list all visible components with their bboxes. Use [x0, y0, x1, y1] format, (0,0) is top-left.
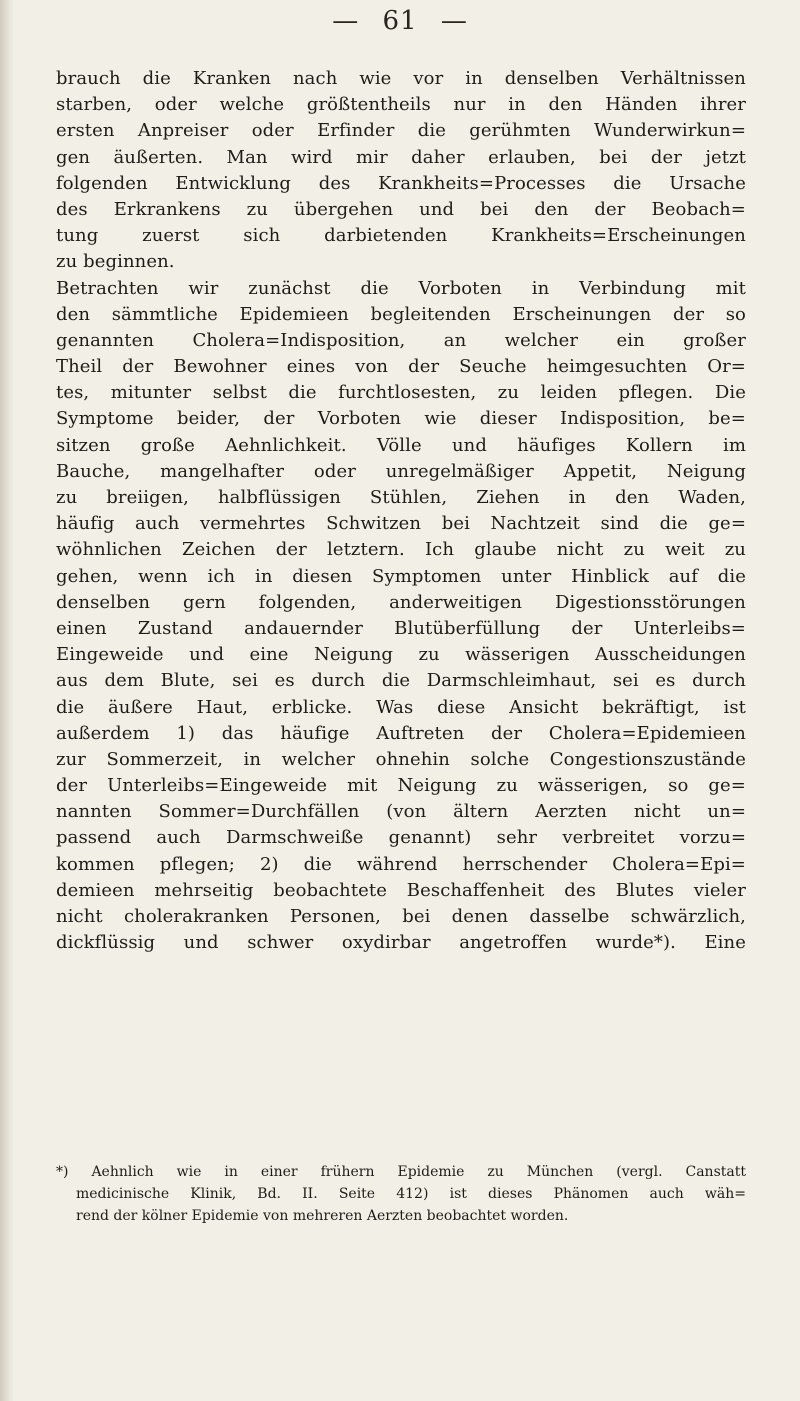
body-text [56, 66, 746, 956]
body-line: Symptome beider, der Vorboten wie dieser Indisposition, be= [56, 408, 746, 430]
body-line: zur Sommerzeit, in welcher ohnehin solche Congestionszustände [56, 748, 746, 770]
body-line: folgenden Entwicklung des Krankheits=Processes die Ursache [56, 172, 746, 194]
body-line: demieen mehrseitig beobachtete Beschaffenheit des Blutes vieler [56, 879, 746, 901]
body-line: tung zuerst sich darbietenden Krankheits=Erscheinungen [56, 225, 746, 247]
page-header [0, 6, 800, 36]
page-number-dash-left: — [332, 6, 360, 36]
body-line: die äußere Haut, erblicke. Was diese Ansicht bekräftigt, ist [56, 696, 746, 718]
page-gutter-shadow [0, 0, 14, 1401]
body-line: den sämmtliche Epidemieen begleitenden Erscheinungen der so [56, 303, 746, 325]
body-line: gehen, wenn ich in diesen Symptomen unter Hinblick auf die [56, 565, 746, 587]
body-line: genannten Cholera=Indisposition, an welcher ein großer [56, 329, 746, 351]
body-line: aus dem Blute, sei es durch die Darmschleimhaut, sei es durch [56, 670, 746, 692]
body-line: wöhnlichen Zeichen der letztern. Ich glaube nicht zu weit zu [56, 539, 746, 561]
body-line: gen äußerten. Man wird mir daher erlauben, bei der jetzt [56, 146, 746, 168]
body-line: kommen pflegen; 2) die während herrschender Cholera=Epi= [56, 853, 746, 875]
footnote-line: rend der kölner Epidemie von mehreren Aerzten beobachtet worden. [76, 1208, 569, 1224]
body-line: Bauche, mangelhafter oder unregelmäßiger Appetit, Neigung [56, 460, 746, 482]
body-line: starben, oder welche größtentheils nur in den Händen ihrer [56, 94, 746, 116]
body-line: sitzen große Aehnlichkeit. Völle und häufiges Kollern im [56, 434, 746, 456]
body-line: denselben gern folgenden, anderweitigen Digestionsstörungen [56, 591, 746, 613]
body-line: Betrachten wir zunächst die Vorboten in Verbindung mit [56, 277, 746, 299]
footnote [56, 1161, 746, 1227]
body-line: der Unterleibs=Eingeweide mit Neigung zu wässerigen, so ge= [56, 775, 746, 797]
body-line: zu breiigen, halbflüssigen Stühlen, Ziehen in den Waden, [56, 487, 746, 508]
body-line: tes, mitunter selbst die furchtlosesten, zu leiden pflegen. Die [56, 382, 746, 404]
body-line: nannten Sommer=Durchfällen (von ältern Aerzten nicht un= [56, 801, 746, 823]
footnote-line: medicinische Klinik, Bd. II. Seite 412) ist dieses Phänomen auch wäh= [76, 1186, 746, 1202]
body-line: brauch die Kranken nach wie vor in denselben Verhältnissen [56, 68, 746, 89]
page-number: 61 [382, 6, 418, 36]
body-line: zu beginnen. [56, 251, 175, 273]
body-line: des Erkrankens zu übergehen und bei den der Beobach= [56, 198, 746, 220]
body-line: nicht cholerakranken Personen, bei denen dasselbe schwärzlich, [56, 906, 746, 927]
body-line: Theil der Bewohner eines von der Seuche heimgesuchten Or= [56, 356, 746, 378]
body-line: passend auch Darmschweiße genannt) sehr verbreitet vorzu= [56, 827, 746, 849]
body-line: Eingeweide und eine Neigung zu wässerigen Ausscheidungen [56, 644, 746, 666]
footnote-line: *) Aehnlich wie in einer frühern Epidemie zu München (vergl. Canstatt [56, 1164, 746, 1180]
body-line: dickflüssig und schwer oxydirbar angetroffen wurde*). Eine [56, 932, 746, 954]
body-line: einen Zustand andauernder Blutüberfüllung der Unterleibs= [56, 617, 746, 639]
body-line: außerdem 1) das häufige Auftreten der Cholera=Epidemieen [56, 722, 746, 744]
footnote-separator [56, 1148, 746, 1149]
body-line: häufig auch vermehrtes Schwitzen bei Nachtzeit sind die ge= [56, 513, 746, 535]
body-line: ersten Anpreiser oder Erfinder die gerühmten Wunderwirkun= [56, 120, 746, 142]
page-number-dash-right: — [440, 6, 468, 36]
